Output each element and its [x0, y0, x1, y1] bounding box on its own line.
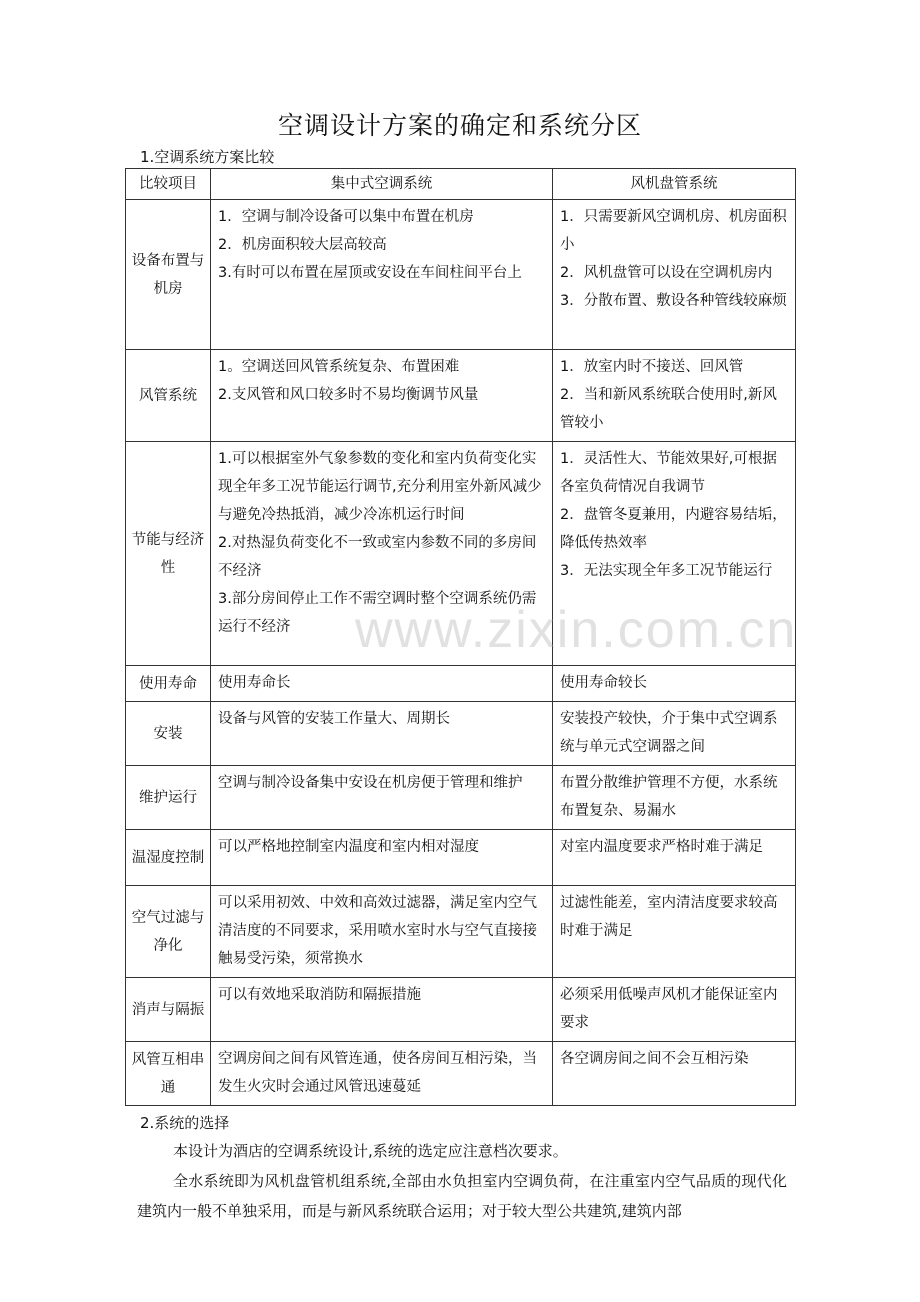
cell-line: 1．灵活性大、节能效果好,可根据各室负荷情况自我调节	[560, 451, 777, 495]
row-central-cell	[211, 1042, 553, 1106]
row-item-label: 维护运行	[126, 766, 211, 830]
cell-line: 2．当和新风系统联合使用时,新风管较小	[560, 387, 777, 431]
cell-line: 1。空调送回风管系统复杂、布置困难	[218, 359, 460, 375]
cell-line: 2.支风管和风口较多时不易均衡调节风量	[218, 387, 479, 403]
table-row	[126, 702, 796, 766]
row-central-cell	[211, 350, 553, 442]
table-row	[126, 666, 796, 702]
row-fancoil-cell	[553, 886, 796, 978]
cell-line: 可以采用初效、中效和高效过滤器，满足室内空气清洁度的不同要求，采用喷水室时水与空气直接接触易受污染，须常换水	[218, 895, 537, 967]
row-item-label: 风管互相串通	[126, 1042, 211, 1106]
row-fancoil-cell	[553, 830, 796, 886]
row-fancoil-cell	[553, 200, 796, 350]
header-central: 集中式空调系统	[211, 169, 553, 200]
cell-line: 可以严格地控制室内温度和室内相对湿度	[218, 839, 479, 855]
section-heading-1: 1.空调系统方案比较	[140, 148, 275, 166]
row-central-cell	[211, 978, 553, 1042]
row-central-cell	[211, 666, 553, 702]
row-fancoil-cell	[553, 442, 796, 666]
watermark: www.zixin.com.cn	[355, 601, 798, 659]
header-fancoil: 风机盘管系统	[553, 169, 796, 200]
row-item-label: 风管系统	[126, 350, 211, 442]
cell-line: 必须采用低噪声风机才能保证室内要求	[560, 987, 778, 1031]
row-fancoil-cell	[553, 702, 796, 766]
cell-line: 1．空调与制冷设备可以集中布置在机房	[218, 209, 474, 225]
page-title: 空调设计方案的确定和系统分区	[277, 111, 642, 140]
row-item-label: 消声与隔振	[126, 978, 211, 1042]
table-row	[126, 978, 796, 1042]
cell-line: 1．只需要新风空调机房、机房面积小	[560, 209, 787, 253]
cell-line: 2.对热湿负荷变化不一致或室内参数不同的多房间不经济	[218, 535, 537, 579]
comparison-table	[125, 168, 796, 1106]
row-item-label: 温湿度控制	[126, 830, 211, 886]
cell-line: 3．分散布置、敷设各种管线较麻烦	[560, 293, 787, 309]
cell-line: 可以有效地采取消防和隔振措施	[218, 987, 421, 1003]
table-row	[126, 830, 796, 886]
section-heading-2: 2.系统的选择	[140, 1114, 230, 1132]
cell-line: 3.有时可以布置在屋顶或安设在车间柱间平台上	[218, 265, 522, 281]
cell-line: 布置分散维护管理不方便，水系统布置复杂、易漏水	[560, 775, 778, 819]
cell-line: 1.可以根据室外气象参数的变化和室内负荷变化实现全年多工况节能运行调节,充分利用室外新风减少与避免冷热抵消，减少冷冻机运行时间	[218, 451, 542, 523]
row-item-label: 设备布置与机房	[126, 200, 211, 350]
table-row	[126, 766, 796, 830]
cell-line: 2．机房面积较大层高较高	[218, 237, 387, 253]
header-item: 比较项目	[126, 169, 211, 200]
paragraph-1: 本设计为酒店的空调系统设计,系统的选定应注意档次要求。	[173, 1142, 568, 1160]
row-item-label: 节能与经济性	[126, 442, 211, 666]
table-row	[126, 1042, 796, 1106]
table-header-row	[126, 169, 796, 200]
cell-line: 对室内温度要求严格时难于满足	[560, 839, 763, 855]
paragraph-2: 全水系统即为风机盘管机组系统,全部由水负担室内空调负荷，在注重室内空气品质的现代化建筑内一般不单独采用，而是与新风系统联合运用；对于较大型公共建筑,建筑内部	[137, 1172, 787, 1220]
row-central-cell	[211, 442, 553, 666]
cell-line: 3．无法实现全年多工况节能运行	[560, 563, 773, 579]
row-central-cell	[211, 200, 553, 350]
cell-line: 安装投产较快，介于集中式空调系统与单元式空调器之间	[560, 711, 778, 755]
table-row	[126, 442, 796, 666]
cell-line: 使用寿命长	[218, 675, 291, 691]
table-row	[126, 200, 796, 350]
row-item-label: 安装	[126, 702, 211, 766]
row-fancoil-cell	[553, 666, 796, 702]
row-fancoil-cell	[553, 766, 796, 830]
row-fancoil-cell	[553, 350, 796, 442]
row-central-cell	[211, 766, 553, 830]
row-item-label: 使用寿命	[126, 666, 211, 702]
cell-line: 1．放室内时不接送、回风管	[560, 359, 744, 375]
cell-line: 3.部分房间停止工作不需空调时整个空调系统仍需运行不经济	[218, 591, 537, 635]
cell-line: 空调房间之间有风管连通，使各房间互相污染，当发生火灾时会通过风管迅速蔓延	[218, 1051, 537, 1095]
row-central-cell	[211, 830, 553, 886]
cell-line: 空调与制冷设备集中安设在机房便于管理和维护	[218, 775, 523, 791]
row-central-cell	[211, 702, 553, 766]
cell-line: 2．盘管冬夏兼用，内避容易结垢，降低传热效率	[560, 507, 787, 551]
cell-line: 使用寿命较长	[560, 675, 647, 691]
table-row	[126, 350, 796, 442]
row-central-cell	[211, 886, 553, 978]
row-fancoil-cell	[553, 978, 796, 1042]
cell-line: 2．风机盘管可以设在空调机房内	[560, 265, 773, 281]
cell-line: 过滤性能差，室内清洁度要求较高时难于满足	[560, 895, 778, 939]
table-row	[126, 886, 796, 978]
cell-line: 设备与风管的安装工作量大、周期长	[218, 711, 450, 727]
cell-line: 各空调房间之间不会互相污染	[560, 1051, 749, 1067]
row-item-label: 空气过滤与净化	[126, 886, 211, 978]
row-fancoil-cell	[553, 1042, 796, 1106]
